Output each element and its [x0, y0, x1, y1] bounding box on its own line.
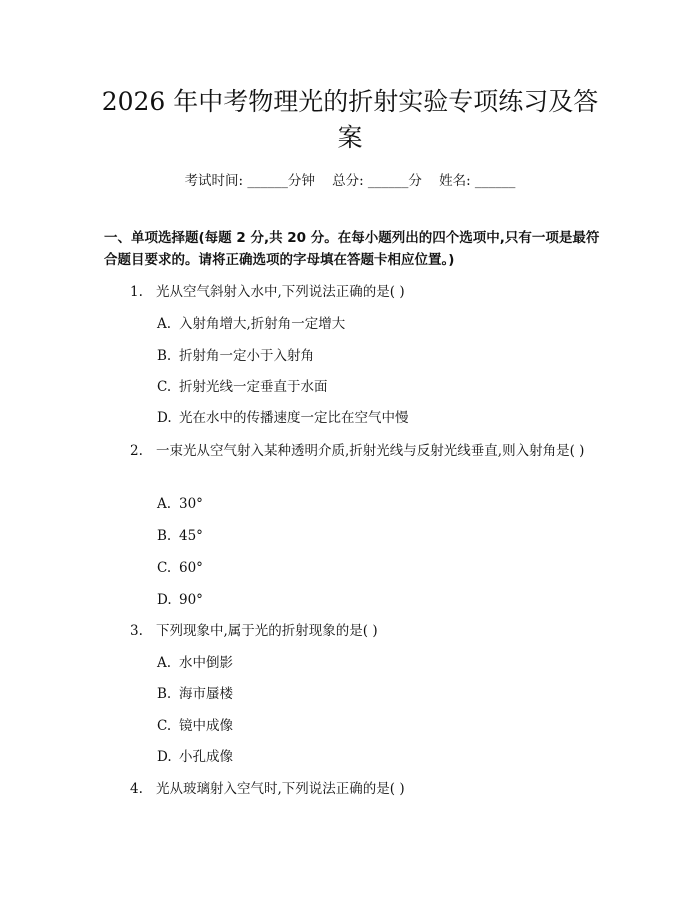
option-text: 折射光线一定垂直于水面 — [179, 379, 328, 395]
question-text: 下列现象中,属于光的折射现象的是( ) — [156, 623, 378, 639]
option-text: 海市蜃楼 — [179, 686, 233, 702]
option-letter: B. — [157, 528, 172, 544]
option-1c — [157, 377, 328, 397]
option-1a — [157, 314, 345, 334]
option-letter: A. — [157, 316, 172, 332]
option-text: 30° — [179, 496, 203, 512]
option-letter: D. — [157, 592, 172, 608]
question-number: 2. — [130, 443, 143, 459]
option-text: 60° — [179, 560, 203, 576]
option-letter: A. — [157, 496, 172, 512]
option-2b — [157, 526, 203, 546]
exam-info-line: 考试时间: ______分钟 总分: ______分 姓名: ______ — [184, 173, 516, 189]
option-2d — [157, 590, 203, 610]
question-text: 光从玻璃射入空气时,下列说法正确的是( ) — [156, 781, 405, 797]
option-letter: B. — [157, 348, 172, 364]
question-number: 3. — [130, 623, 143, 639]
option-3d — [157, 747, 233, 767]
option-2a — [157, 494, 203, 514]
option-letter: D. — [157, 410, 172, 426]
page-title: 2026 年中考物理光的折射实验专项练习及答案 — [101, 87, 599, 152]
option-1d — [157, 408, 409, 428]
question-number: 1. — [130, 284, 143, 300]
option-text: 90° — [179, 592, 203, 608]
option-text: 光在水中的传播速度一定比在空气中慢 — [179, 410, 409, 426]
question-2 — [104, 440, 602, 462]
question-number: 4. — [130, 781, 143, 797]
option-letter: C. — [157, 379, 172, 395]
option-text: 镜中成像 — [179, 718, 233, 734]
option-text: 小孔成像 — [179, 749, 233, 765]
option-3a — [157, 653, 233, 673]
question-1 — [104, 281, 602, 303]
option-letter: C. — [157, 560, 172, 576]
option-3c — [157, 716, 233, 736]
option-text: 折射角一定小于入射角 — [179, 348, 314, 364]
option-text: 入射角增大,折射角一定增大 — [179, 316, 346, 332]
question-4 — [104, 778, 602, 800]
question-text: 光从空气斜射入水中,下列说法正确的是( ) — [156, 284, 405, 300]
option-1b — [157, 346, 314, 366]
section-heading: 一、单项选择题(每题 2 分,共 20 分。在每小题列出的四个选项中,只有一项是最符合题目要求的。请将正确选项的字母填在答题卡相应位置。) — [104, 230, 600, 268]
question-text: 一束光从空气射入某种透明介质,折射光线与反射光线垂直,则入射角是( ) — [156, 443, 585, 459]
question-3 — [104, 620, 602, 642]
option-letter: C. — [157, 718, 172, 734]
option-text: 水中倒影 — [179, 655, 233, 671]
option-letter: B. — [157, 686, 172, 702]
option-letter: D. — [157, 749, 172, 765]
option-letter: A. — [157, 655, 172, 671]
option-2c — [157, 558, 203, 578]
option-text: 45° — [179, 528, 203, 544]
option-3b — [157, 684, 233, 704]
